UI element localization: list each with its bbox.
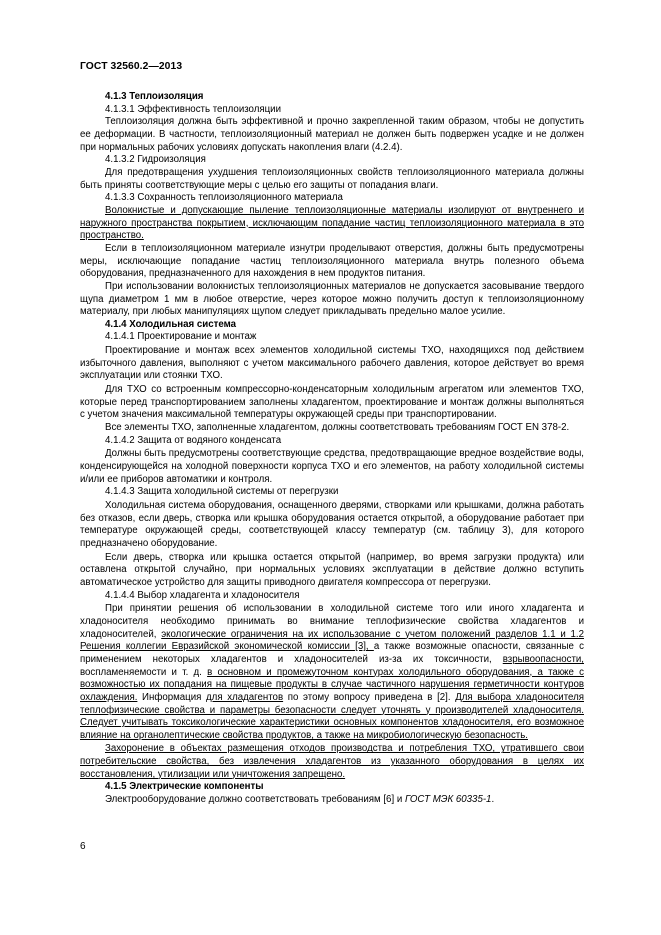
subsection-title-4-1-4-3: 4.1.4.3 Защита холодильной системы от перегрузки [105,486,339,498]
text-run: При принятии решения об использовании в холодильной системе того или иного хладагента и хладоносителя необходимо принимать во внимание теплофизические свойства хладагентов и хладоносителей, [80,603,584,640]
paragraph-refrigerant-selection [80,603,584,742]
underlined-text: для хладагентов [206,691,284,703]
underlined-text: Для выбора хладоносителя теплофизические свойства и параметры безопасности следует уточнять у производителей хладоносителя. Следует учитывать токсикологические характеристики основных компонентов хладоносителя, его возможное влияние на органолептические свойства продуктов, а также на микробиологическую безопасность. [80,691,584,741]
subsection-title-4-1-3-2: 4.1.3.2 Гидроизоляция [105,154,206,166]
underlined-text: Захоронение в объектах размещения отходов производства и потребления ТХО, утратившего свои потребительские свойства, без извлечения хладагентов из указанного оборудования в целях их восстановления, утилизации или уничтожения запрещено. [80,743,584,780]
paragraph: Если дверь, створка или крышка остается открытой (например, во время загрузки продукта) или оставлена открытой случайно, при нормальных условиях эксплуатации в действие должно вступить автоматическое устройство для защиты приводного двигателя компрессора от перегрузки. [80,551,584,588]
underlined-text: Волокнистые и допускающие пыление теплоизоляционные материалы изолируют от внутреннего и наружного пространства покрытием, исключающим попадание частиц теплоизоляционного материала в это пространство. [80,204,584,242]
paragraph: Все элементы ТХО, заполненные хладагентом, должны соответствовать требованиям ГОСТ EN 378-2. [105,422,570,434]
text-run: воспламеняемости и т. д. [80,666,208,678]
text-run: по этому вопросу приведена в [2]. [283,691,456,703]
subsection-title-4-1-4-1: 4.1.4.1 Проектирование и монтаж [105,331,257,343]
subsection-title-4-1-4-2: 4.1.4.2 Защита от водяного конденсата [105,434,282,446]
document-header: ГОСТ 32560.2—2013 [80,61,183,72]
section-heading-4-1-5: 4.1.5 Электрические компоненты [105,781,264,793]
underlined-text: в основном и промежуточном контурах холодильного оборудования, а также с возможностью их попадания на пищевые продукты в случае частичного нарушения герметичности контуров охлаждения. [80,666,584,703]
paragraph-underlined [80,205,584,243]
underlined-text: экологические ограничения на их использование с учетом положений разделов 1.1 и 1.2 Решения коллегии Евразийской экономической комиссии [3], [80,628,584,653]
underlined-text: взрывоопасности, [502,653,584,665]
text-run: . [491,794,495,806]
page-number: 6 [80,841,86,852]
subsection-title-4-1-3-1: 4.1.3.1 Эффективность теплоизоляции [105,103,282,115]
subsection-title-4-1-4-4: 4.1.4.4 Выбор хладагента и хладоносителя [105,589,300,601]
paragraph: Теплоизоляция должна быть эффективной и прочно закрепленной таким образом, чтобы не допустить ее деформации. В частности, теплоизоляционный материал не должен быть подвержен усадке и не должен при нормальных рабочих условиях допускать накопления влаги (4.2.4). [80,116,584,153]
text-run: Электрооборудование должно соответствовать требованиям [6] и [105,794,405,806]
text-run: Информация [137,691,207,703]
section-heading-4-1-3: 4.1.3 Теплоизоляция [105,91,204,102]
subsection-title-4-1-3-3: 4.1.3.3 Сохранность теплоизоляционного материала [105,192,343,204]
paragraph: При использовании волокнистых теплоизоляционных материалов не допускается засовывание твердого щупа диаметром 1 мм в любое отверстие, через которое можно получить доступ к теплоизоляционному материалу, при любых манипуляциях щупом следует прикладывать предельно малое усилие. [80,280,584,318]
paragraph: Для предотвращения ухудшения теплоизоляционных свойств теплоизоляционного материала должны быть приняты соответствующие меры с целью его защиты от попадания влаги. [80,166,584,191]
paragraph: Проектирование и монтаж всех элементов холодильной системы ТХО, находящихся под действием избыточного давления, выполняют с учетом максимального рабочего давления, которое действует во время эксплуатации или стоянки ТХО. [80,345,584,382]
paragraph [80,794,584,807]
document-body [80,91,584,807]
paragraph: Холодильная система оборудования, оснащенного дверями, створками или крышками, должна работать без отказов, если дверь, створка или крышка оборудования остается открытой, а оборудование работает при температуре окружающей среды, соответствующей классу температур (см. таблицу 3), для которого предназначено оборудование. [80,500,584,549]
text-run: а также возможные опасности, связанные с применением некоторых хладагентов и хладоносителей из-за их токсичности, [80,641,585,665]
paragraph: Должны быть предусмотрены соответствующие средства, предотвращающие вредное воздействие воды, конденсирующейся на холодной поверхности корпуса ТХО и его элементов, на работу холодильной системы и/или ее приборов автоматики и контроля. [80,448,584,485]
standard-reference: ГОСТ МЭК 60335-1 [404,794,492,806]
paragraph: Для ТХО со встроенным компрессорно-конденсаторным холодильным агрегатом или элементов ТХО, которые перед транспортированием заполнены хладагентом, проектирование и монтаж должны выполняться с учетом значения максимальной температуры окружающей среды при транспортировании. [80,384,584,421]
paragraph-underlined [80,743,584,781]
paragraph: Если в теплоизоляционном материале изнутри проделывают отверстия, должны быть предусмотрены меры, исключающие попадание частиц теплоизоляционного материала внутрь полезного объема оборудования, предназначенного для нахождения в нем продуктов питания. [80,242,584,280]
section-heading-4-1-4: 4.1.4 Холодильная система [105,318,237,330]
